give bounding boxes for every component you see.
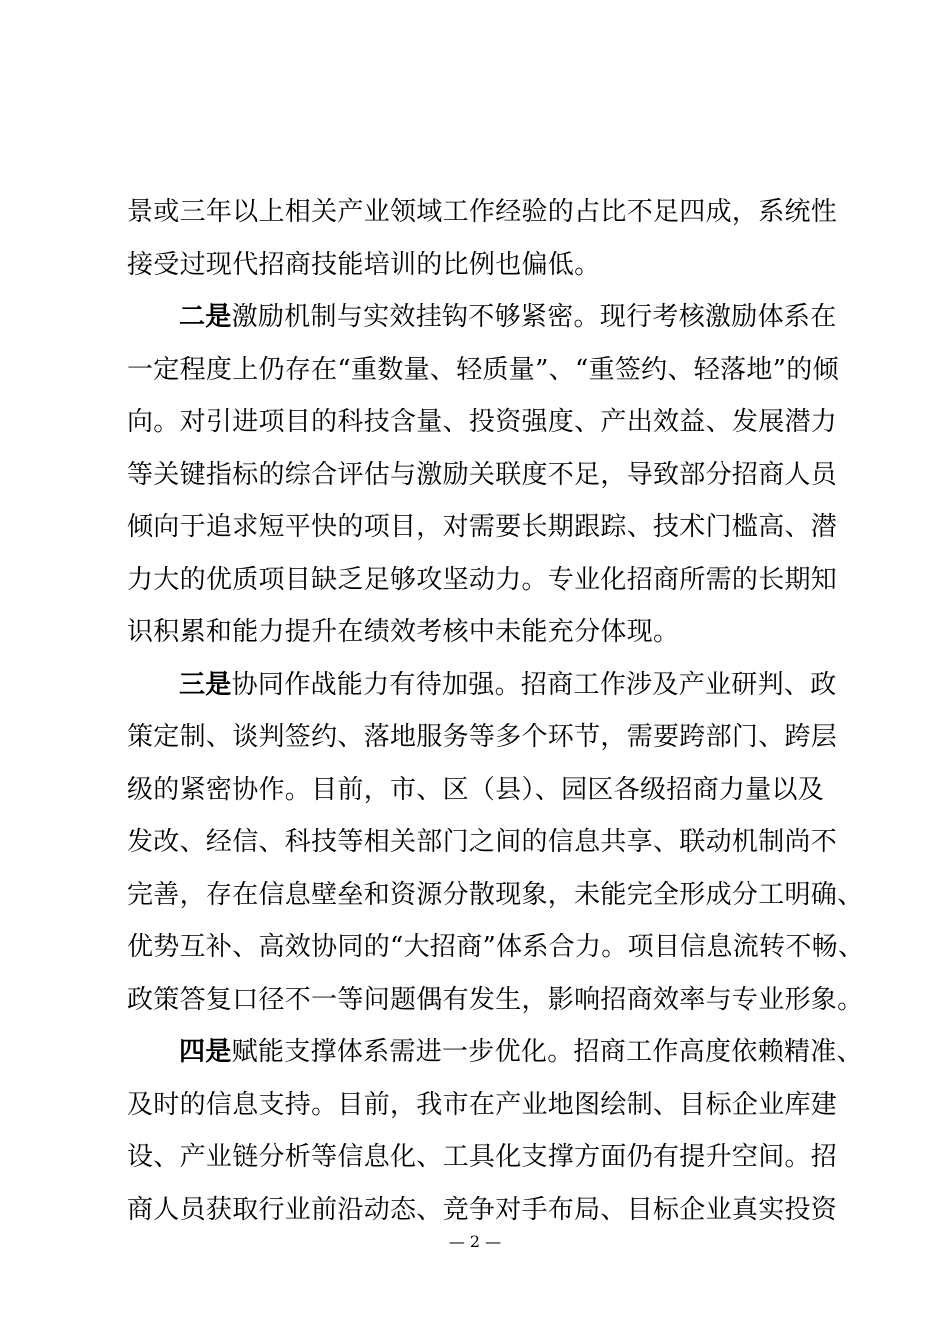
paragraph xyxy=(127,291,839,659)
text-line: 及时的信息支持。目前，我市在产业地图绘制、目标企业库建 xyxy=(127,1089,838,1120)
text-line: 政策答复口径不一等问题偶有发生，影响招商效率与专业形象。 xyxy=(127,984,864,1015)
text-line: 识积累和能力提升在绩效考核中未能充分体现。 xyxy=(127,617,680,647)
paragraph xyxy=(127,659,865,1027)
text-line: 倾向于追求短平快的项目，对需要长期跟踪、技术门槛高、潜 xyxy=(127,512,838,542)
text-line-content: 赋能支撑体系需进一步优化。招商工作高度依赖精准、 xyxy=(231,1037,863,1067)
text-line: 等关键指标的综合评估与激励关联度不足，导致部分招商人员 xyxy=(127,459,838,490)
text-line: 向。对引进项目的科技含量、投资强度、产出效益、发展潜力 xyxy=(127,407,838,437)
text-line: 级的紧密协作。目前，市、区（县）、园区各级招商力量以及 xyxy=(127,774,825,805)
page-number: — 2 — xyxy=(448,1232,502,1251)
text-line: 优势互补、高效协同的“大招商”体系合力。项目信息流转不畅、 xyxy=(127,932,865,962)
text-line-content: 激励机制与实效挂钩不够紧密。现行考核激励体系在 xyxy=(231,302,837,332)
text-line: 景或三年以上相关产业领域工作经验的占比不足四成，系统性 xyxy=(127,197,838,227)
text-line: 策定制、谈判签约、落地服务等多个环节，需要跨部门、跨层 xyxy=(127,722,838,752)
paragraph-lead: 四是 xyxy=(179,1037,232,1067)
text-line: 接受过现代招商技能培训的比例也偏低。 xyxy=(127,249,601,280)
text-line xyxy=(127,659,837,712)
text-line xyxy=(127,1026,863,1079)
text-line: 完善，存在信息壁垒和资源分散现象，未能完全形成分工明确、 xyxy=(127,879,864,910)
body-text xyxy=(127,186,865,1236)
text-line: 设、产业链分析等信息化、工具化支撑方面仍有提升空间。招 xyxy=(127,1142,838,1172)
text-line: 发改、经信、科技等相关部门之间的信息共享、联动机制尚不 xyxy=(127,827,838,857)
paragraph-lead: 三是 xyxy=(179,669,232,700)
paragraph xyxy=(127,186,838,291)
text-line: 商人员获取行业前沿动态、竞争对手布局、目标企业真实投资 xyxy=(127,1194,838,1225)
text-line xyxy=(127,291,837,344)
paragraph-lead: 二是 xyxy=(179,302,232,332)
text-line: 力大的优质项目缺乏足够攻坚动力。专业化招商所需的长期知 xyxy=(127,564,838,595)
paragraph xyxy=(127,1026,863,1236)
text-line: 一定程度上仍存在“重数量、轻质量”、“重签约、轻落地”的倾 xyxy=(127,354,839,385)
text-line-content: 协同作战能力有待加强。招商工作涉及产业研判、政 xyxy=(231,669,837,700)
